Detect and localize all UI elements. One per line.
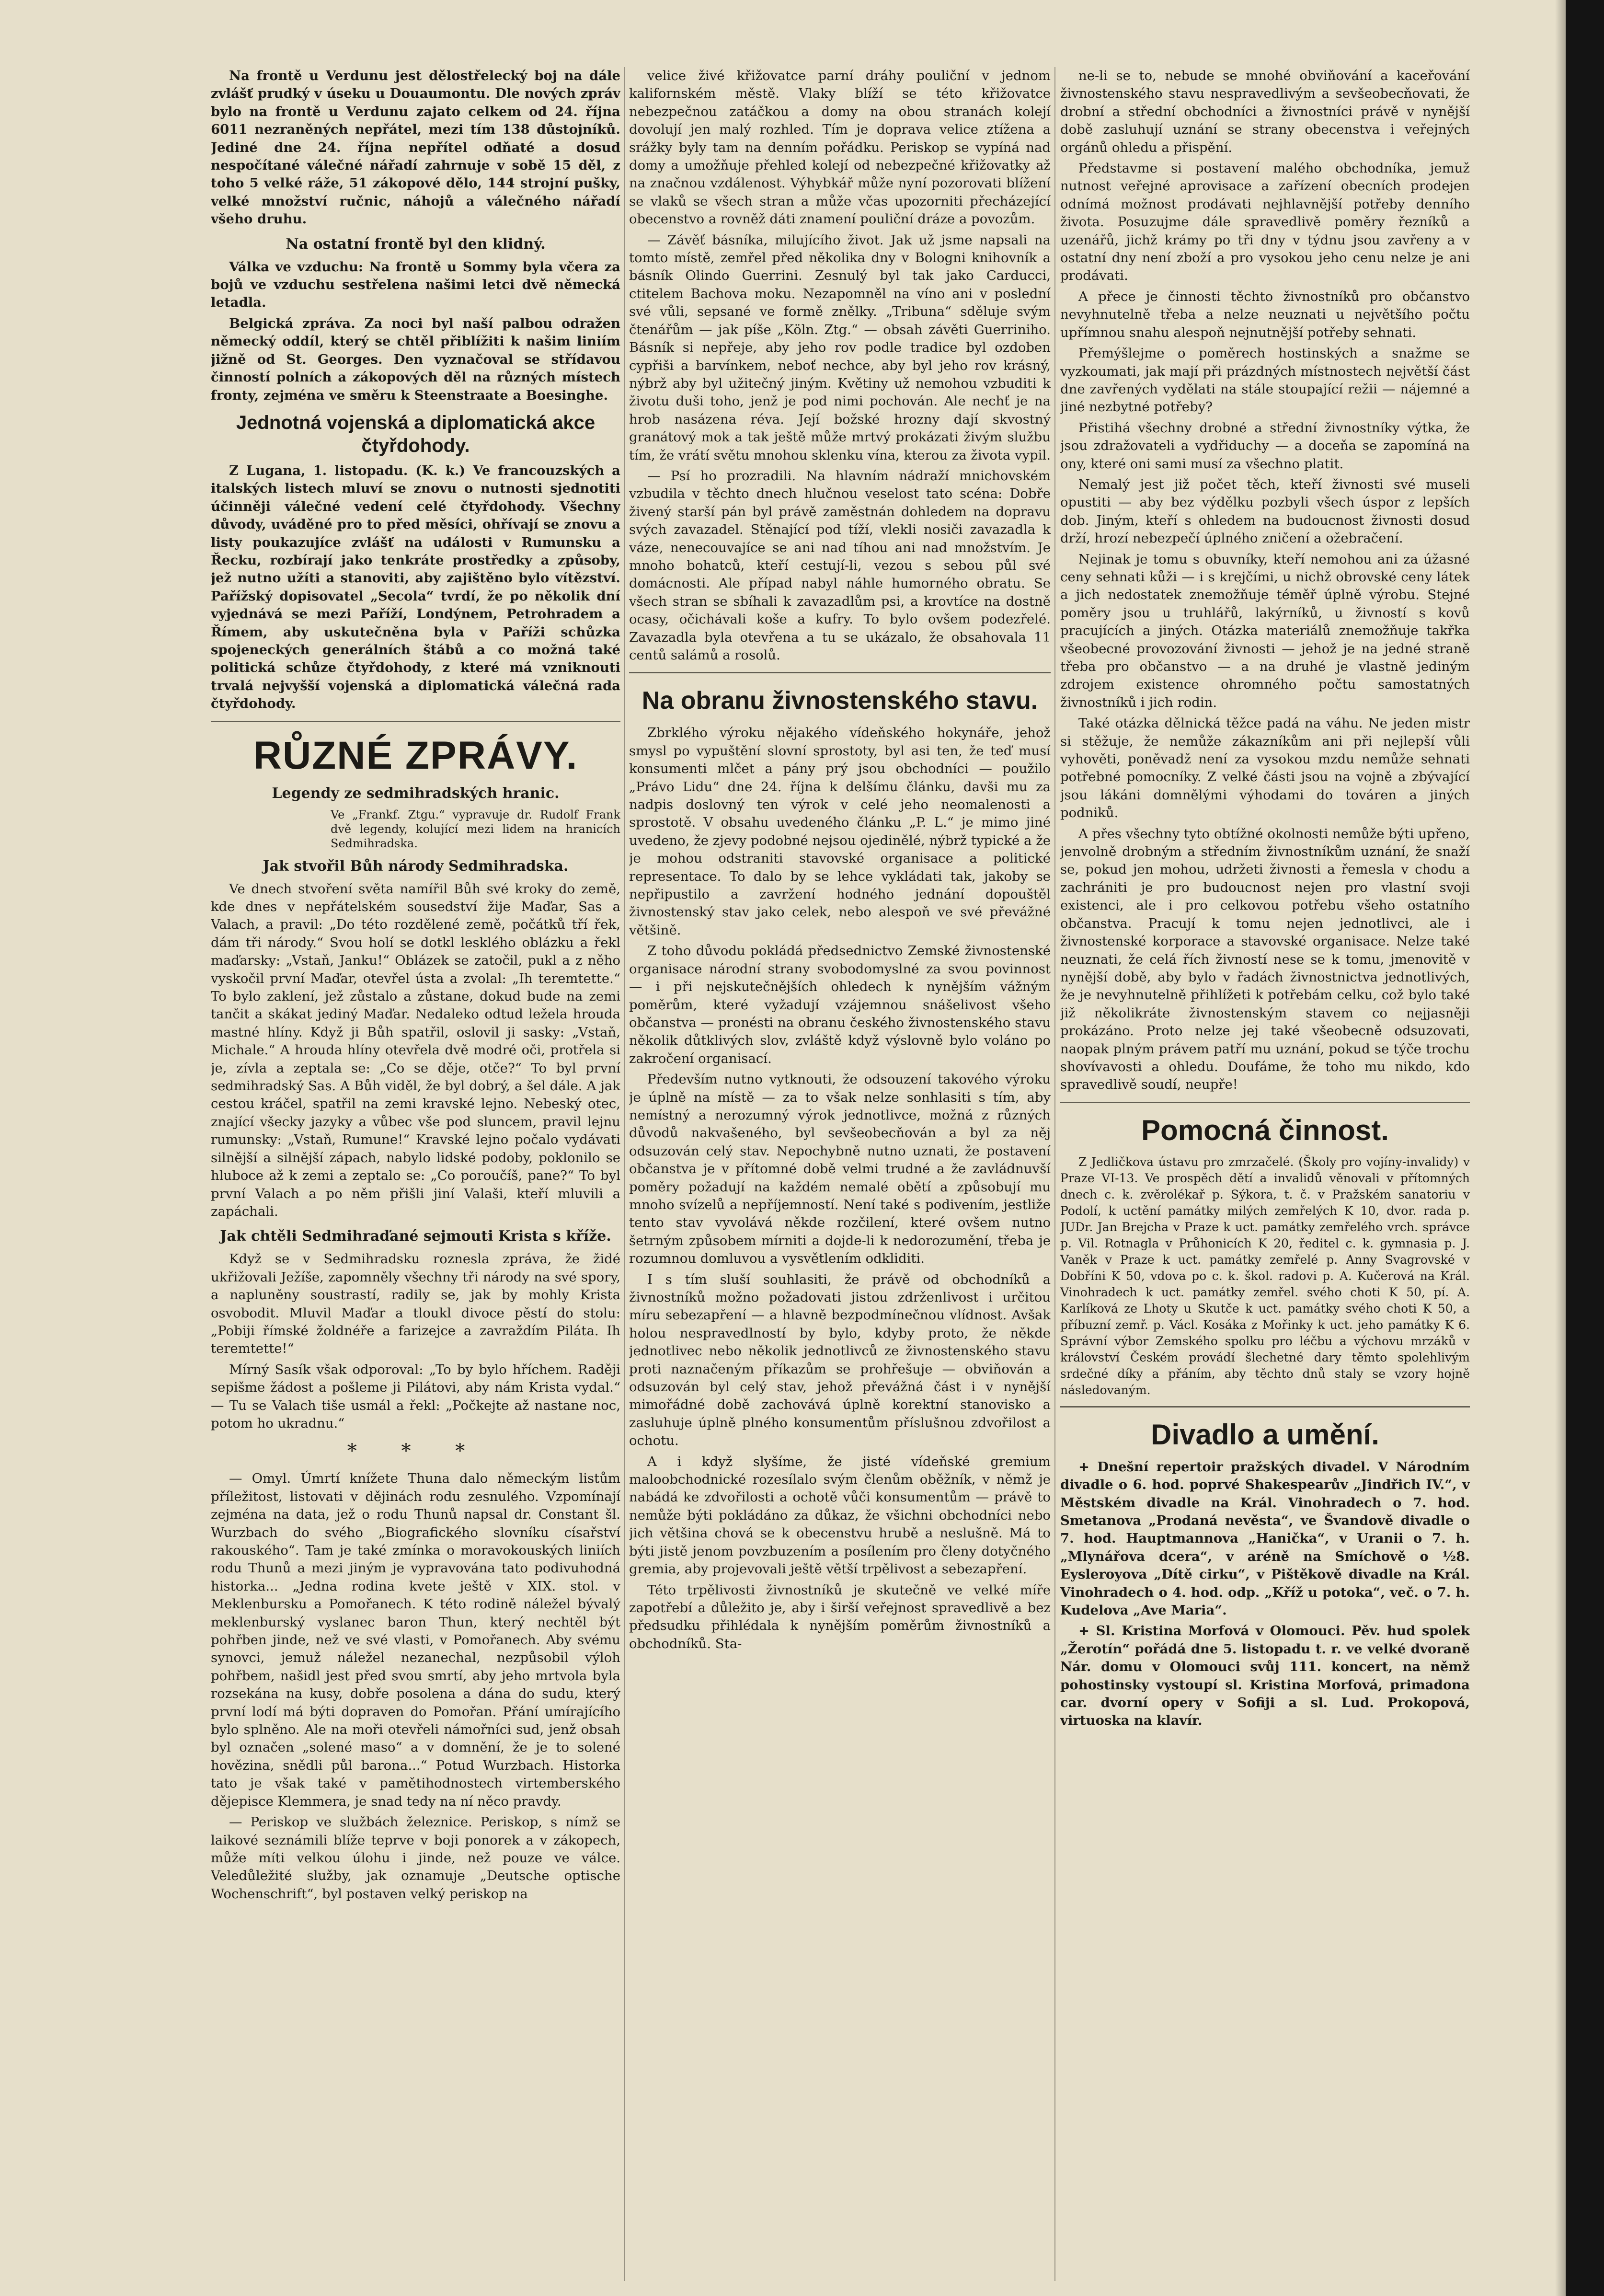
trade-article-p7: ne-li se to, nebude se mnohé obviňování a kaceřování živnostenského stavu nespravedlivým a sevšeobecňovati, že drobní a střední obchodníci a živnostníci právě v nynější době zasluhují uznání se strany obecenstva i veřejných orgánů ohledu a přispění. — [1060, 68, 1470, 155]
trade-article-p12: Nemalý jest již počet těch, kteří živnosti své museli opustiti — aby bez výdělku pozbyli všech úspor z lepších dob. Jiným, kteří s ohledem na budoucnost živnosti dosud drží, hrozí nebezpečí úplného zničení a ožebračení. — [1060, 476, 1470, 546]
news-periscope-cont: velice živé křižovatce parní dráhy pouliční v jednom kalifornském městě. Vlaky blíží se této křižovatce nebezpečnou zatáčkou a domy na obou stranách kolejí dovolují jen malý rozhled. Tím je doprava velice ztížena a srážky byly tam na denním pořádku. Periskop se vypíná nad domy a umožňuje přehled kolejí od nebezpečné křižovatky až na značnou vzdálenost. Výhybkář může nyní pozorovati blížení se vlaků se všech stran a může včas upozorniti přecházející obecenstvo a rovněž dáti znamení pouliční dráze a povozům. — [629, 68, 1051, 227]
news-dogs: — Psí ho prozradili. Na hlavním nádraží mnichovském vzbudila v těchto dnech hlučnou veselost tato scéna: Dobře živený starší pán byl právě zaměstnán dohledem na dopravu svých zavazadel. Stěnající pod tíží, vlekli nosiči zavazadla k váze, nenecouvajíce se ani nad tíhou ani nad množstvím. Je mnoho bohatců, kteří cestují-li, vezou s sebou půl své domácnosti. Ale případ nabyl náhle humorného obratu. Se všech stran se sbíhali k zavazadlům psi, a krovtíce na dostně ocasy, očichávali koše a kufry. To bylo ovšem podezřelé. Zavazadla byla otevřena a tu se ukázalo, že obsahovala 11 centů salámů a rosolů. — [629, 468, 1051, 663]
trade-article-p2: Z toho důvodu pokládá předsednictvo Zemské živnostenské organisace národní strany svobodomyslné za svou povinnost — i při nejskutečnějších ohledech k nynějším vážným poměrům, které vyžadují vzájemnou snášelivost všeho občanstva — pronésti na obranu českého živnostenského stavu několik důtklivých slov, zvláště když výslovně bylo voláno po zakročení organisací. — [629, 943, 1051, 1066]
legends-epigraph: Ve „Frankf. Ztgu.“ vypravuje dr. Rudolf Frank dvě legendy, kolující mezi lidem na hranicích Sedmihradska. — [331, 808, 620, 850]
legend-two-text: Když se v Sedmihradsku roznesla zpráva, že židé ukřižovali Ježíše, zapomněly všechny tři národy na své spory, a napluněny soustrastí, radily se, jak by mohly Krista osvobodit. Mluvil Maďar a tloukl divoce pěstí do stolu: „Pobiji římské žoldnéře a farizejce a zavraždím Piláta. Ih teremtette!“ — [211, 1251, 620, 1357]
headline-legends: Legendy ze sedmihradských hranic. — [272, 785, 560, 802]
trade-article-p8: Představme si postavení malého obchodníka, jemuž nutnost veřejné aprovisace a zařízení obecních prodejen odnímá možnost prodávati nejhlavnější potřeby denního života. Posuzujme dále spravedlivě poměry řezníků a uzenářů, jichž krámy po tři dny v týdnu jsou zavřeny a v ostatní dny není zboží a pro vysokou jeho cenu nelze je ani prodávati. — [1060, 161, 1470, 284]
separator — [629, 672, 1051, 673]
legend-two-text-cont: Mírný Sasík však odporoval: „To by bylo hříchem. Raději sepišme žádost a pošleme ji Pilátovi, aby nám Krista vydal.“ — Tu se Valach tiše usmál a řekl: „Počkejte až nastane noc, potom ho ukradnu.“ — [211, 1361, 620, 1431]
section-title-help: Pomocná činnost. — [1141, 1114, 1389, 1146]
separator — [1060, 1102, 1470, 1103]
asterism: * * * — [347, 1440, 484, 1463]
news-periscope: — Periskop ve službách železnice. Periskop, s nímž se laikové seznámili blíže teprve v boji ponorek a v zákopech, může míti velkou úlohu i jinde, než pouze ve válce. Veledůležité služby, jak oznamuje „Deutsche optische Wochenschrift“, byl postaven velký periskop na — [211, 1814, 620, 1902]
subheadline-christ: Jak chtěli Sedmihraďané sejmouti Krista s kříže. — [220, 1228, 611, 1245]
trade-article-p15: A přes všechny tyto obtížné okolnosti nemůže býti upřeno, jenvolně drobným a středním živnostníkům uznání, že snaží se, pokud jen mohou, udržeti živnosti a řemesla v chodu a zachrániti je pro budoucnost nejen pro vlastní svoji existenci, ale i pro celkovou potřebu všeho ostatního občanstva. Pracují k tomu nejen jednotlivci, ale i živnostenské korporace a stavovské organisace. Nelze také neuznati, že celá řích živností nese se k tomu, jmenovitě v nynější době, aby bylo v řadách živnostnictva jednotlivých, že je nevyhnutelně přihlížeti k potřebám celku, což bylo také již několikráte živnostenským stavem co nejjasněji prokázáno. Proto nelze jej také všeobecně odsuzovati, naopak plným právem patří mu uznání, pokud se týče trochu shovívavosti a ohledu. Doufáme, že toho mu nikdo, kdo spravedlivě soudí, neupře! — [1060, 826, 1470, 1093]
column-1 — [211, 67, 620, 2281]
column-3 — [1060, 67, 1470, 2281]
other-front-note: Na ostatní frontě byl den klidný. — [286, 235, 546, 253]
help-jedlicka: Z Jedličkova ústavu pro zmrzačelé. (Školy pro vojíny-invalidy) v Praze VI-13. Ve prospěch dětí a invalidů věnovali v přítomných dnech c. k. zvěrolékař p. Sýkora, t. č. v Pražském sanatoriu v Podolí, k uctění památky milých zemřelých K 10, dvor. rada p. JUDr. Jan Brejcha v Praze k uct. památky zemřelého vrch. správce p. Vil. Rotnagla v Průhonicích K 20, ředitel c. k. gymnasia p. J. Vaněk v Praze k uct. památky zemřelé p. Anny Svagrovské v Dobříni K 50, vdova po c. k. škol. radovi p. A. Kučerová na Král. Vinohradech k uct. památky zemřel. svého choti K 50, pí. A. Karlíková ze Lhoty u Skutče k uct. památky svého choti K 50, a příbuzní zemř. p. Václ. Kosáka z Mořinky k uct. jeho památky K 6. Správní výbor Zemského spolku pro léčbu a výchovu mrzáků v království Českém provádí šlechetné dary těmto spolehlivým srdečné díky a přáním, aby těchto dnů staly se vzory hojně následovaným. — [1060, 1154, 1470, 1397]
belgian-report: Belgická zpráva. Za noci byl naší palbou odražen německý oddíl, který se chtěl přiblížiti k našim liniím jižně od St. Georges. Den vyznačoval se střídavou činností polních a zákopových děl na různých místech fronty, zejména ve směru k Steenstraate a Boesinghe. — [211, 315, 620, 403]
trade-article-p1: Zbrklého výroku nějakého vídeňského hokynáře, jehož smysl po vypuštění slovní sprostoty, byl asi ten, že teď musí konsumenti mlčet a pány prý jsou obchodníci — použilo „Právo Lidu“ dne 24. října k delšímu článku, davši mu za nadpis doslovný ten výrok v celé jeho neomalenosti a sprostotě. V obsahu uvedeného článku „P. L.“ je mimo jiné uvedeno, že zjevy podobné nejsou ojedinělé, nýbrž typické a že je mohou odstraniti stavovské organisace a politické representace. To dalo by se lehce vykládati tak, jakoby se nepřipustilo a zavržení hodného jednání dopouštěl živnostenský stav jako celek, nebo alespoň ve své převážné většině. — [629, 725, 1051, 938]
separator — [211, 721, 620, 722]
verdun-report: Na frontě u Verdunu jest dělostřelecký boj na dále zvlášť prudký v úseku u Douaumontu. Dle nových zpráv bylo na frontě u Verdunu zajato celkem od 24. října 6011 nezraněných nepřátel, mezi tím 138 důstojníků. Jediné dne 24. října nepřítel odňaté a dosud nespočítané válečné nářadí zahrnuje v sobě 15 děl, z toho 5 velké ráže, 51 zákopové dělo, 144 strojní pušky, velké množství ručnic, náhojů a válečného nářadí všeho druhu. — [211, 68, 620, 227]
separator — [1060, 1406, 1470, 1408]
page-fold-shadow — [1555, 0, 1566, 2296]
headline-trade-defense: Na obranu živnostenského stavu. — [642, 687, 1038, 715]
lugano-report: Z Lugana, 1. listopadu. (K. k.) Ve francouzských a italských listech mluví se znovu o nutnosti sjednotiti účinněji válečné vedení celé čtyřdohody. Všechny důvody, uváděné pro to před měsíci, ohřívají se znovu a listy poukazujíce zvlášť na události v Rumunsku a Řecku, rozbírají jako tenkráte prostředky a způsoby, jež nutno užíti a stanoviti, aby zajištěno bylo vítězství. Pařížský dopisovatel „Secola“ tvrdí, že po několik dní vyjednává se mezi Paříží, Londýnem, Petrohradem a Římem, aby uskutečněna byla v Paříži schůzka spojeneckých generálních štábů a co možná také politická schůze čtyřdohody, z které má vzniknouti trvalá nejvyšší vojenská a diplomatická válečná rada čtyřdohody. — [211, 462, 620, 712]
trade-article-p4: I s tím sluší souhlasiti, že právě od obchodníků a živnostníků možno požadovati jistou zdrženlivost i určitou míru sebezapření — a hlavně bezpodmínečnou vlídnost. Avšak holou nespravedlností by bylo, kdyby proto, že někde jednotlivec nebo několik jednotlivců ze živnostenského stavu proti naznačeným příkazům se prohřešuje — obviňován a odsuzován byl celý stav, jehož převážná část i v nynější mimořádné době zachovává úplně korektní stanovisko a zasluhuje úplně plného konsumentům příslušnou zdvořilost a ochotu. — [629, 1271, 1051, 1449]
trade-article-p14: Také otázka dělnická těžce padá na váhu. Ne jeden mistr si stěžuje, že nemůže zákazníkům ani při nejlepší vůli vyhověti, poněvadž není za vysokou mzdu nemůže sehnati potřebné pomocníky. Z velké části jsou na vojně a zbývající jsou lákáni domnělými výhodami do továren a jiných podniků. — [1060, 715, 1470, 821]
column-2 — [629, 67, 1051, 2281]
column-rule — [624, 67, 625, 2281]
trade-article-p10: Přemýšlejme o poměrech hostinských a snažme se vyzkoumati, jak mají při prázdných místnostech největší část dne zavřených vydělati na stále stoupající režii — nájemné a jiné nezbytné potřeby? — [1060, 346, 1470, 415]
legend-one-text: Ve dnech stvoření světa namířil Bůh své kroky do země, kde dnes v nepřátelském sousedství žije Maďar, Sas a Valach, a pravil: „Do této rozdělené země, počátků tří řek, dám tři národy.“ Svou holí se dotkl lesklého oblázku a řekl maďarsky: „Vstaň, Janku!“ Oblázek se zatočil, pukl a z něho vyskočil první Maďar, otevřel ústa a zvolal: „Ih teremtette.“ To bylo zaklení, jež zůstalo a zůstane, dokud bude na zemi tančit a skákat jediný Maďar. Nedaleko odtud ležela hrouda mastné hlíny. Když ji Bůh spatřil, oslovil ji sasky: „Vstaň, Michale.“ A hrouda hlíny otevřela dvě modré oči, protřela si je, zívla a zeptala se: „Co se děje, otče?“ To byl první sedmihradský Sas. A Bůh viděl, že byl dobrý, a šel dále. A jak cestou kráčel, spatřil na zemi kravské lejno. Nebeský otec, znající všecky jazyky a vůbec vše pod sluncem, pravil lejnu rumunsky: „Vstaň, Rumune!“ Kravské lejno počalo vydávati silnější a silnější zápach, nabylo lidské podoby, poklonilo se hluboce až k zemi a zeptalo se: „Co poroučíš, pane?“ To byl první Valach a po něm přišli jiní Valaši, kteří mluvili a zapáchali. — [211, 881, 620, 1219]
trade-article-p9: A přece je činnosti těchto živnostníků pro občanstvo nevyhnutelně třeba a nelze neuznati u největšího počtu upřímnou snahu alespoň nejnutnější potřeby sehnati. — [1060, 288, 1470, 340]
theatre-repertoire: + Dnešní repertoir pražských divadel. V Národním divadle o 6. hod. poprvé Shakespearův „Jindřich IV.“, v Městském divadle na Král. Vinohradech o 7. hod. Smetanova „Prodaná nevěsta“, ve Švandově divadle o 7. hod. Hauptmannova „Hanička“, v Uranii o 7. h. „Mlynářova dcera“, v aréně na Smíchově o ½8. Eysleroyova „Dítě cirku“, v Pištěkově divadle na Král. Vinohradech o 4. hod. odp. „Kříž u potoka“, več. o 7. h. Kudelova „Ave Maria“. — [1060, 1459, 1470, 1618]
trade-article-p6: Této trpělivosti živnostníků je skutečně ve velké míře zapotřebí a důležito je, aby i širší veřejnost spravedlivě a bez předsudku přihlédala k nynějším poměrům živnostníků a obchodníků. Sta- — [629, 1582, 1051, 1651]
theatre-morfova: + Sl. Kristina Morfová v Olomouci. Pěv. hud spolek „Žerotín“ pořádá dne 5. listopadu t. r. ve velké dvoraně Nár. domu v Olomouci svůj 111. koncert, na němž pohostinsky vystoupí sl. Kristina Morfová, primadona car. dvorní opery v Sofiji a sl. Lud. Prokopová, virtuoska na klavír. — [1060, 1623, 1470, 1729]
trade-article-p11: Přistihá všechny drobné a střední živnostníky výtka, že jsou zdražovateli a vydřiduchy — a doceňa se zapomíná na ony, které oni sami musí za všechno platit. — [1060, 420, 1470, 472]
news-thun: — Omyl. Úmrtí knížete Thuna dalo německým listům příležitost, listovati v dějinách rodu zesnulého. Vzpomínají zejména na data, jež o rodu Thunů napsal dr. Constant šl. Wurzbach do svého „Biografického slovníku císařství rakouského“. Tam je také zmínka o moravokouských liniích rodu Thunů a mezi jiným je vypravována tato podivuhodná historka... „Jedna rodina kvete ještě v XIX. stol. v Meklenbursku a Pomořanech. K této rodině náležel bývalý meklenburský vyslanec baron Thun, který nechtěl být pohřben jinde, než ve své vlasti, v Pomořanech. Aby svému synovci, jemuž náležel nezanechal, nezpůsobil výloh pohřbem, našidl jest před svou smrtí, aby jeho mrtvola byla rozsekána na kusy, dobře posolena a dána do sudu, který první lodí má býti dopraven do Pomořan. Přání umírajícího bylo splněno. Ale na moři otevřeli námořníci sud, jenž obsah byl označen „solené maso“ a v domnění, že je to solené hovězina, snědli půl barona...“ Potud Wurzbach. Historka tato je však také v pamětihodnostech virtemberského dějepisce Klemmera, je snad tedy na ní něco pravdy. — [211, 1471, 620, 1809]
headline-joint-action: Jednotná vojenská a diplomatická akce čtyřdohody. — [236, 412, 596, 456]
subheadline-god-nations: Jak stvořil Bůh národy Sedmihradska. — [263, 857, 569, 875]
air-war-report: Válka ve vzduchu: Na frontě u Sommy byla včera za bojů ve vzduchu sestřelena našimi letci dvě německá letadla. — [211, 259, 620, 311]
trade-article-p3: Především nutno vytknouti, že odsouzení takového výroku je úplně na místě — za to však nelze sonhlasiti s tím, aby nemístný a nerozumný výrok jednotlivce, možná z různých důvodů nakvašeného, byl sevšeobecňován a byl za něj odsuzován celý stav. Nepochybně nutno uznati, že postavení občanstva je v přítomné době velmi trudné a že zavládnuvší poměry požadují na každém nemalé obětí a způsobují mu mnoho svízelů a nepříjemností. Není také s podivením, jestliže tento stav vyvolává někde rozčilení, které ovšem nutno šetrným způsobem mírniti a dojde-li k nedorozumění, třeba je rozumnou domluvou a vysvětlením odkliditi. — [629, 1072, 1051, 1267]
section-title-news: RŮZNÉ ZPRÁVY. — [253, 733, 578, 777]
section-title-theatre: Divadlo a umění. — [1151, 1418, 1379, 1451]
trade-article-p13: Nejinak je tomu s obuvníky, kteří nemohou ani za úžasné ceny sehnati kůži — i s krejčími, u nichž obrovské ceny látek a jich nedostatek znemožňuje téměř úplně výrobu. Stejné poměry jsou u truhlářů, lakýrníků, u živností s kovů pracujících a jiných. Otázka materiálů znemožňuje takřka všeobecné provozování živnosti — jehož je na jedné straně třeba pro občanstvo — a na druhé je vlastně jediným zdrojem existence ohromného počtu samostatných živnostníků i jich rodin. — [1060, 551, 1470, 710]
scan-edge — [1566, 0, 1604, 2296]
trade-article-p5: A i když slyšíme, že jisté vídeňské gremium maloobchodnické rozesílalo svým členům oběžník, v němž je nabádá ke zdvořilosti a ochotě vůči konsumentům — právě to nemůže býti pokládáno za důkaz, že všichni obchodníci nebo jich většina chová se k obecenstvu hrubě a neslušně. Má to býti jistě jenom povzbuzením a posílením pro členy dotyčného gremia, aby projevovali ještě větší trpělivost a sebezapření. — [629, 1454, 1051, 1577]
news-poet-will: — Závěť básníka, milujícího život. Jak už jsme napsali na tomto místě, zemřel před několika dny v Bologni knihovník a básník Olindo Guerrini. Zesnulý byl tak jako Carducci, ctitelem Bachova moku. Nezapomněl na víno ani v poslední své vůli, sepsané ve formě znělky. „Tribuna“ sděluje svým čtenářům — jak píše „Köln. Ztg.“ — obsah závěti Guerriniho. Básník si nepřeje, aby jeho rov podle tradice byl ozdoben cypřiši a barvínkem, neboť nechce, aby byl jeho rov krásný, nýbrž aby byl užitečný jiným. Květiny už nemohou vzbuditi k životu duši toho, jenž je pod nimi pochován. Ale nechť je na hrob nasázena réva. Její božské hrozny dají skvostný granátový mok a tak ještě může mrtvý prokázati živým službu tím, že vrátí světu mnohou sklenku vína, kterou za života vypil. — [629, 232, 1051, 463]
column-rule — [1054, 67, 1055, 2281]
